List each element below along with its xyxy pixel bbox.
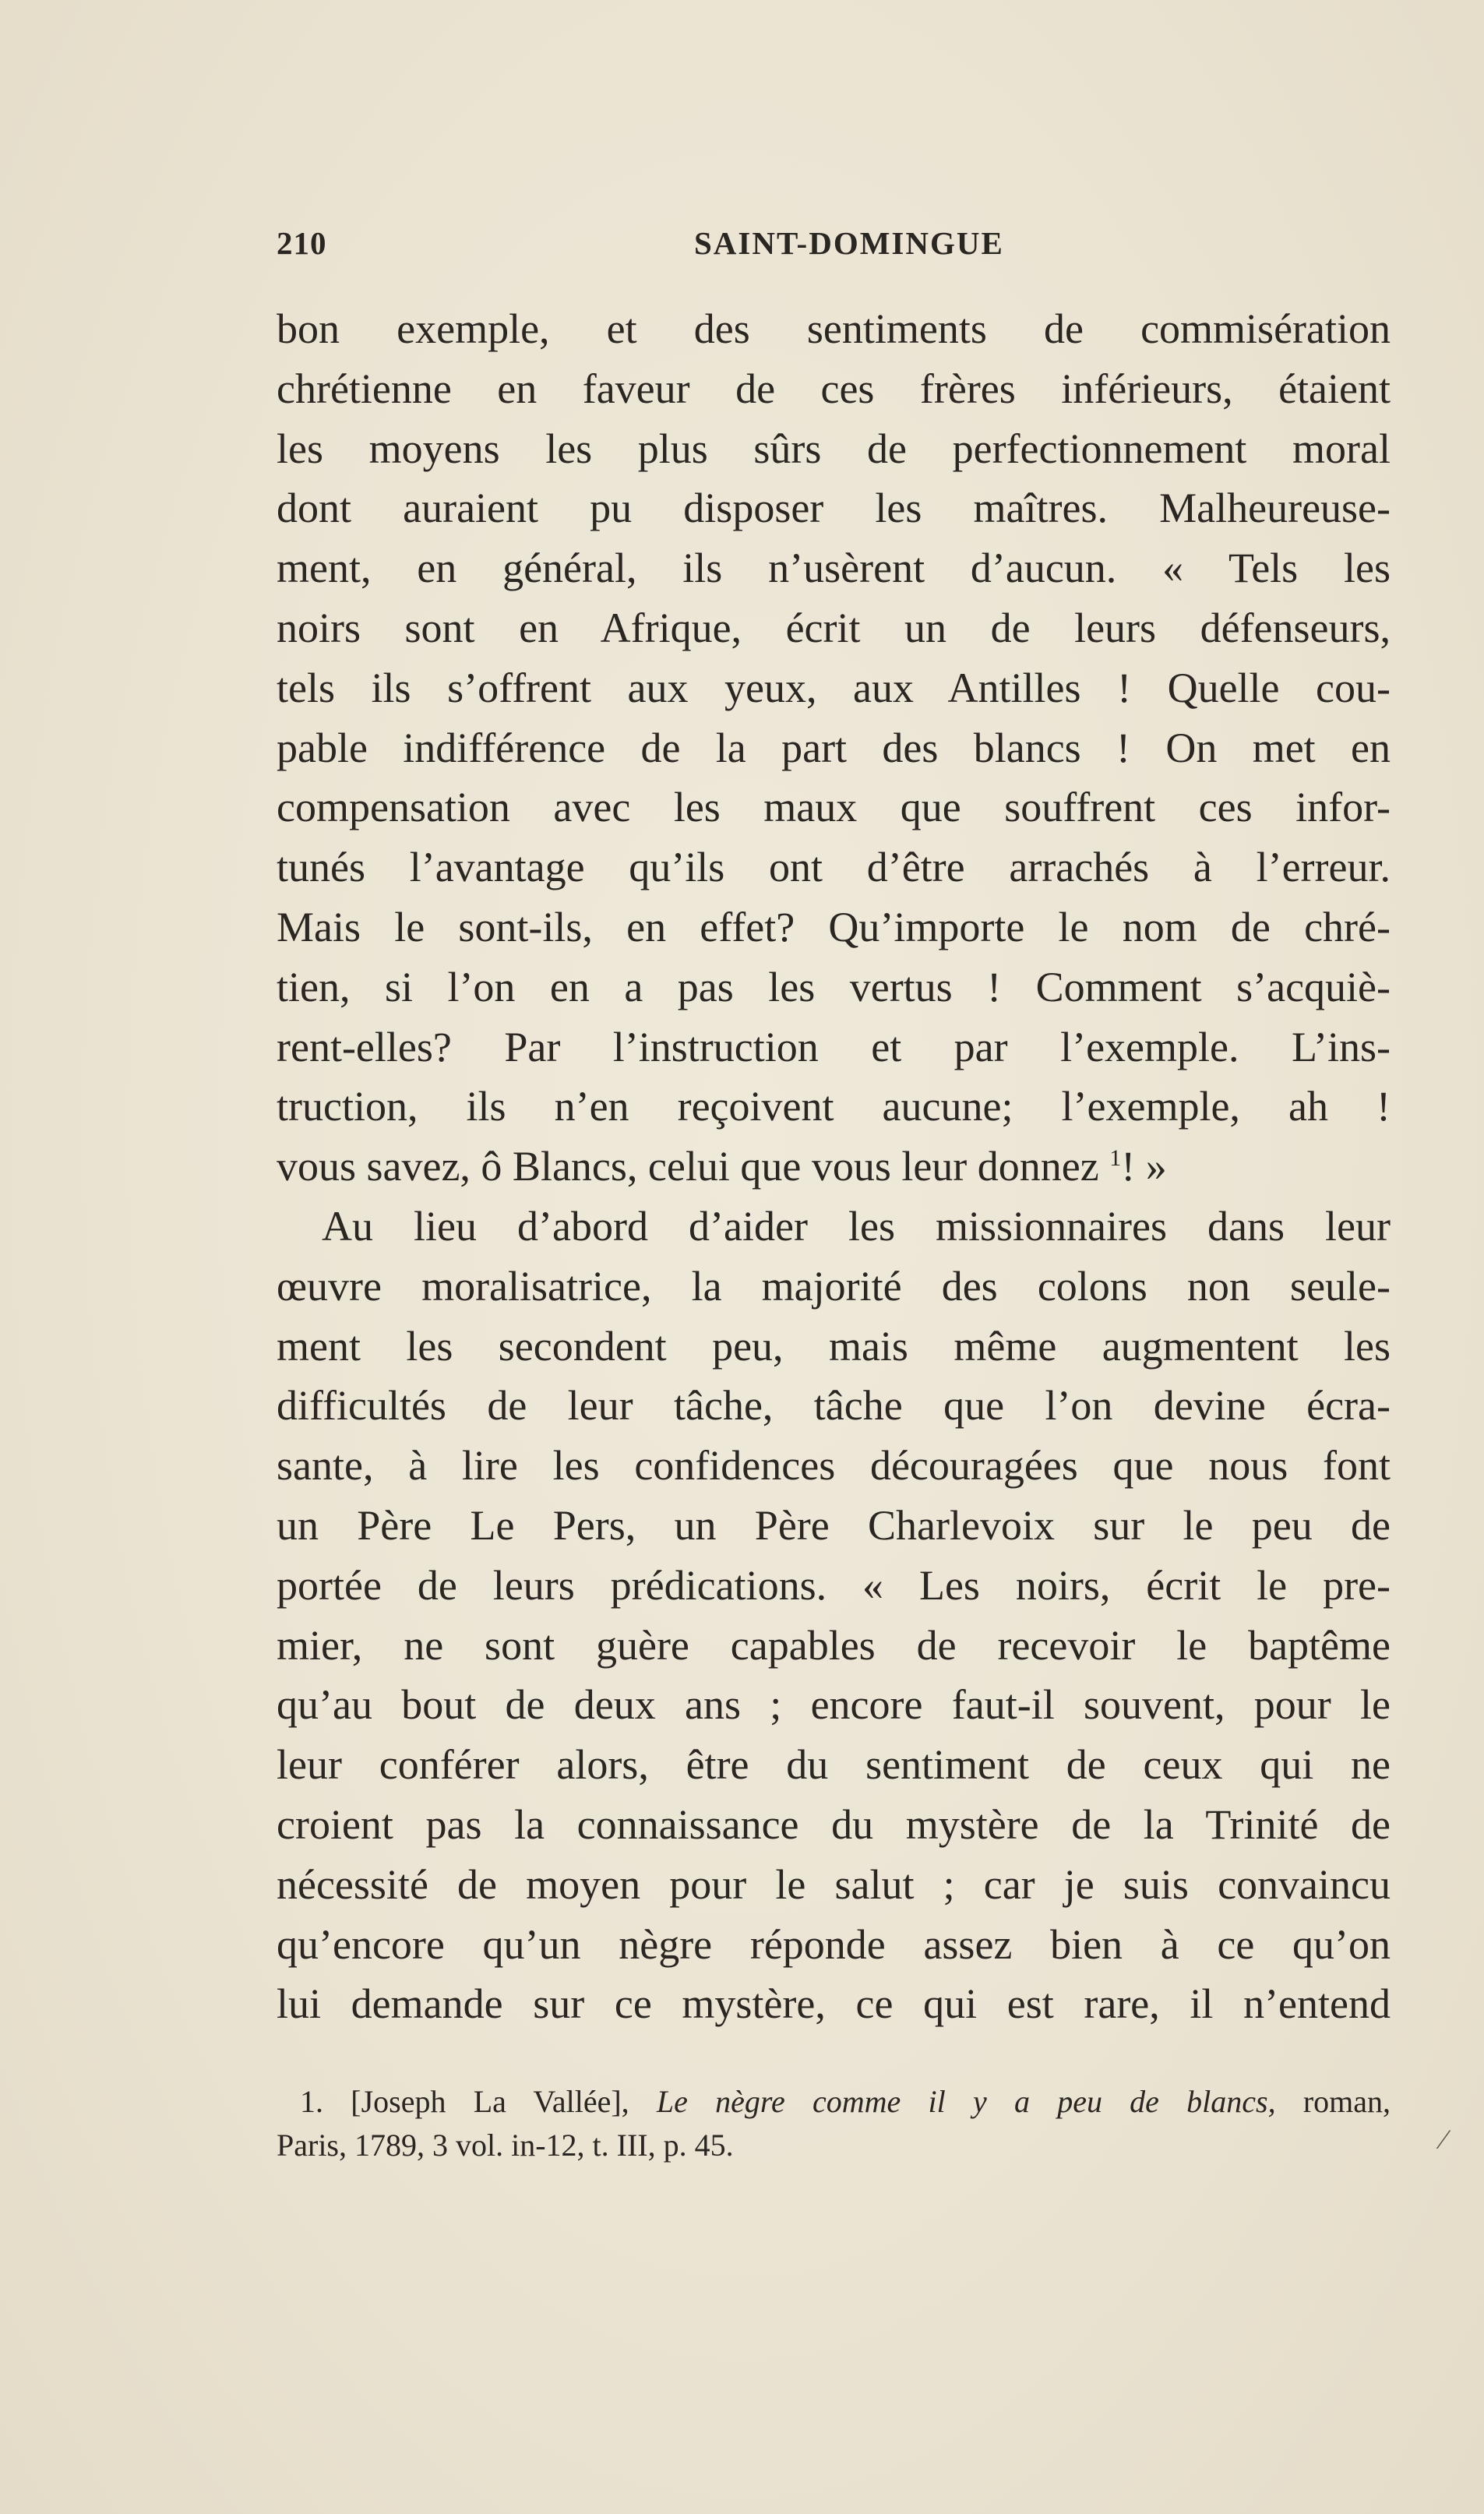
text-line: nécessité de moyen pour le salut ; car je suis convaincu [277,1860,1391,1908]
body-text [277,299,1391,2034]
text-line: ment les secondent peu, mais même augmentent les [277,1322,1391,1370]
text-line: compensation avec les maux que souffrent ces infor- [277,784,1391,831]
page-number: 210 [277,225,327,261]
footnotes [277,2080,1391,2167]
text-line: Mais le sont-ils, en effet? Qu’importe le nom de chré- [277,903,1391,950]
text-line: tels ils s’offrent aux yeux, aux Antilles ! Quelle cou- [277,664,1391,711]
text-line: sante, à lire les confidences découragées que nous font [277,1442,1391,1490]
footnote-line [277,2080,1391,2124]
footnote-line: Paris, 1789, 3 vol. in-12, t. III, p. 45. [277,2128,734,2163]
text-line: noirs sont en Afrique, écrit un de leurs défenseurs, [277,604,1391,651]
footnote-title: Le nègre comme il y a peu de blancs, [656,2084,1276,2119]
text-line-with-footnote-ref [277,1137,1391,1197]
text-line-content: vous savez, ô Blancs, celui que vous leur donnez [277,1143,1099,1190]
text-line: qu’encore qu’un nègre réponde assez bien à ce qu’on [277,1920,1391,1968]
text-line: rent-elles? Par l’instruction et par l’exemple. L’ins- [277,1023,1391,1070]
text-line-tail: ! » [1121,1143,1167,1190]
text-line: bon exemple, et des sentiments de commisération [277,305,1391,352]
text-line: dont auraient pu disposer les maîtres. Malheureuse- [277,485,1391,532]
text-line: tunés l’avantage qu’ils ont d’être arrachés à l’erreur. [277,844,1391,891]
text-line: qu’au bout de deux ans ; encore faut-il souvent, pour le [277,1681,1391,1729]
text-line: œuvre moralisatrice, la majorité des colons non seule- [277,1262,1391,1310]
text-line: ment, en général, ils n’usèrent d’aucun. « Tels les [277,545,1391,592]
text-line: chrétienne en faveur de ces frères inférieurs, étaient [277,365,1391,412]
page-header [277,224,1391,271]
text-line: mier, ne sont guère capables de recevoir le baptême [277,1621,1391,1669]
text-line: truction, ils n’en reçoivent aucune; l’exemple, ah ! [277,1083,1391,1130]
text-line: les moyens les plus sûrs de perfectionnement moral [277,425,1391,472]
footnote-genre: roman, [1302,2084,1391,2119]
margin-mark: ⁄ [1441,2124,1447,2155]
footnote-author: [Joseph La Vallée], [351,2084,629,2119]
footnote-number: 1. [300,2084,323,2119]
text-line: pable indifférence de la part des blancs ! On met en [277,724,1391,771]
text-line: croient pas la connaissance du mystère de la Trinité de [277,1800,1391,1848]
text-line: leur conférer alors, être du sentiment de ceux qui ne [277,1741,1391,1789]
running-title: SAINT-DOMINGUE [694,225,1004,261]
text-line: difficultés de leur tâche, tâche que l’on devine écra- [277,1382,1391,1430]
footnote-reference: 1 [1109,1145,1122,1172]
text-line: tien, si l’on en a pas les vertus ! Comment s’acquiè- [277,963,1391,1010]
text-line: lui demande sur ce mystère, ce qui est rare, il n’entend [277,1980,1391,2028]
text-line: portée de leurs prédications. « Les noirs, écrit le pre- [277,1561,1391,1609]
text-line-paragraph-start: Au lieu d’abord d’aider les missionnaires dans leur [322,1202,1391,1250]
text-line: un Père Le Pers, un Père Charlevoix sur le peu de [277,1501,1391,1549]
